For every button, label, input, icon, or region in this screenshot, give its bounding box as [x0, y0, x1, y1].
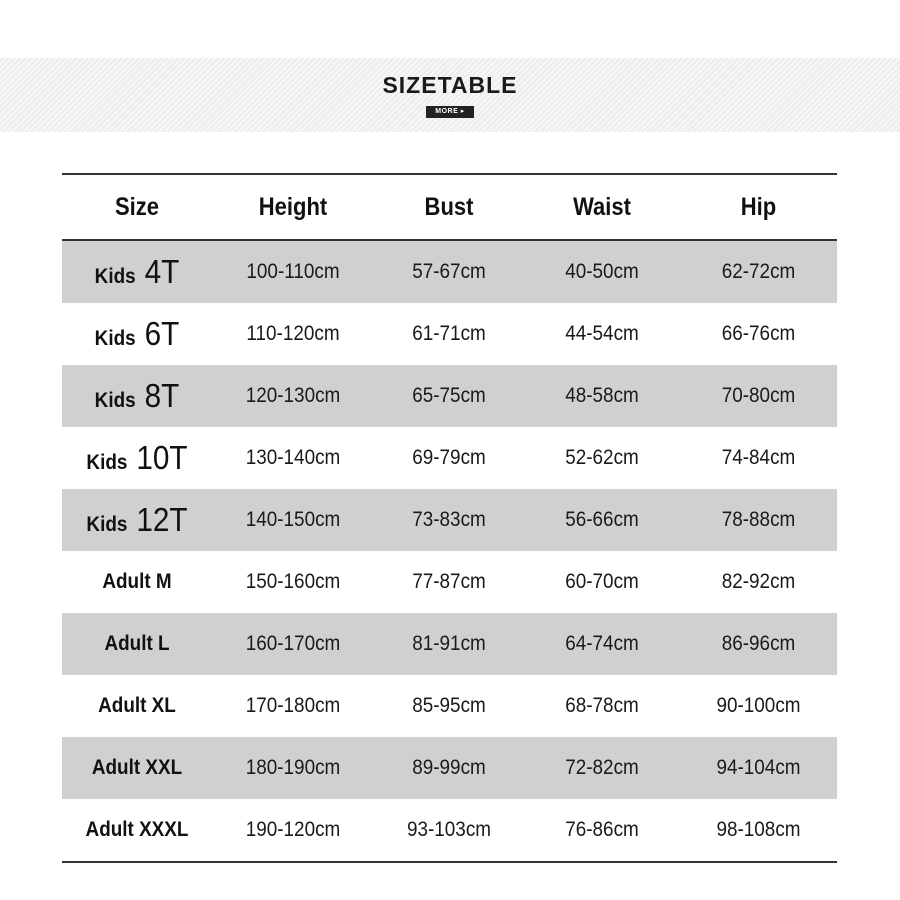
table-row [62, 489, 837, 551]
waist-cell: 64-74cm [565, 632, 639, 655]
hip-cell: 74-84cm [721, 446, 796, 469]
table-row [62, 365, 837, 427]
column-header-height: Height [258, 192, 328, 221]
table-row [62, 737, 837, 799]
more-button[interactable]: MORE ▸ [426, 106, 474, 118]
hip-cell: 70-80cm [721, 384, 796, 407]
height-cell: 190-120cm [245, 818, 341, 841]
bust-cell: 93-103cm [406, 818, 492, 841]
size-label: Kids [86, 513, 128, 536]
column-header-bust: Bust [424, 192, 474, 221]
table-row [62, 427, 837, 489]
hip-cell: 62-72cm [721, 260, 796, 283]
bust-cell: 77-87cm [412, 570, 486, 593]
size-label: Kids [86, 451, 128, 474]
height-cell: 130-140cm [245, 446, 341, 469]
height-cell: 120-130cm [245, 384, 341, 407]
size-label: Kids [94, 265, 136, 288]
height-cell: 160-170cm [245, 632, 341, 655]
table-header-row [62, 175, 837, 241]
hip-cell: 86-96cm [721, 632, 796, 655]
height-cell: 110-120cm [246, 322, 340, 345]
size-cell [70, 501, 205, 539]
table-row [62, 303, 837, 365]
column-header-hip: Hip [740, 192, 777, 221]
size-cell [70, 253, 205, 291]
size-number: 8T [144, 377, 180, 414]
column-header-size: Size [114, 192, 160, 221]
size-cell [70, 818, 205, 842]
size-cell [70, 756, 205, 780]
bust-cell: 65-75cm [412, 384, 486, 407]
size-cell [70, 377, 205, 415]
size-cell [70, 694, 205, 718]
table-row [62, 675, 837, 737]
size-label: Adult L [104, 632, 170, 655]
bust-cell: 89-99cm [412, 756, 486, 779]
waist-cell: 48-58cm [565, 384, 639, 407]
height-cell: 140-150cm [245, 508, 341, 531]
waist-cell: 76-86cm [565, 818, 639, 841]
table-row [62, 799, 837, 861]
hip-cell: 90-100cm [716, 694, 801, 717]
waist-cell: 52-62cm [565, 446, 639, 469]
size-label: Adult XXL [91, 756, 183, 779]
table-row [62, 613, 837, 675]
height-cell: 100-110cm [246, 260, 340, 283]
size-label: Adult XL [98, 694, 176, 717]
hip-cell: 82-92cm [721, 570, 796, 593]
table-body [62, 241, 837, 861]
height-cell: 150-160cm [245, 570, 341, 593]
size-number: 12T [136, 501, 188, 538]
column-header-waist: Waist [573, 192, 631, 221]
height-cell: 180-190cm [245, 756, 341, 779]
table-row [62, 551, 837, 613]
bust-cell: 73-83cm [412, 508, 486, 531]
table-row [62, 241, 837, 303]
size-cell [70, 315, 205, 353]
size-table [62, 173, 837, 863]
waist-cell: 44-54cm [565, 322, 639, 345]
waist-cell: 68-78cm [565, 694, 639, 717]
hip-cell: 94-104cm [716, 756, 801, 779]
page-title: SIZETABLE [382, 72, 518, 98]
bust-cell: 57-67cm [412, 260, 486, 283]
bust-cell: 69-79cm [412, 446, 486, 469]
bust-cell: 61-71cm [412, 322, 486, 345]
size-label: Kids [94, 389, 136, 412]
hip-cell: 66-76cm [721, 322, 796, 345]
size-label: Kids [94, 327, 136, 350]
bust-cell: 81-91cm [412, 632, 486, 655]
size-cell [70, 632, 205, 656]
size-number: 4T [144, 253, 180, 290]
hip-cell: 98-108cm [716, 818, 801, 841]
size-cell [70, 570, 205, 594]
waist-cell: 40-50cm [565, 260, 639, 283]
size-label: Adult M [102, 570, 172, 593]
size-cell [70, 439, 205, 477]
size-number: 10T [136, 439, 188, 476]
bust-cell: 85-95cm [412, 694, 486, 717]
size-label: Adult XXXL [85, 818, 189, 841]
hip-cell: 78-88cm [721, 508, 796, 531]
waist-cell: 56-66cm [565, 508, 639, 531]
waist-cell: 72-82cm [565, 756, 639, 779]
size-number: 6T [144, 315, 180, 352]
waist-cell: 60-70cm [565, 570, 639, 593]
height-cell: 170-180cm [245, 694, 341, 717]
